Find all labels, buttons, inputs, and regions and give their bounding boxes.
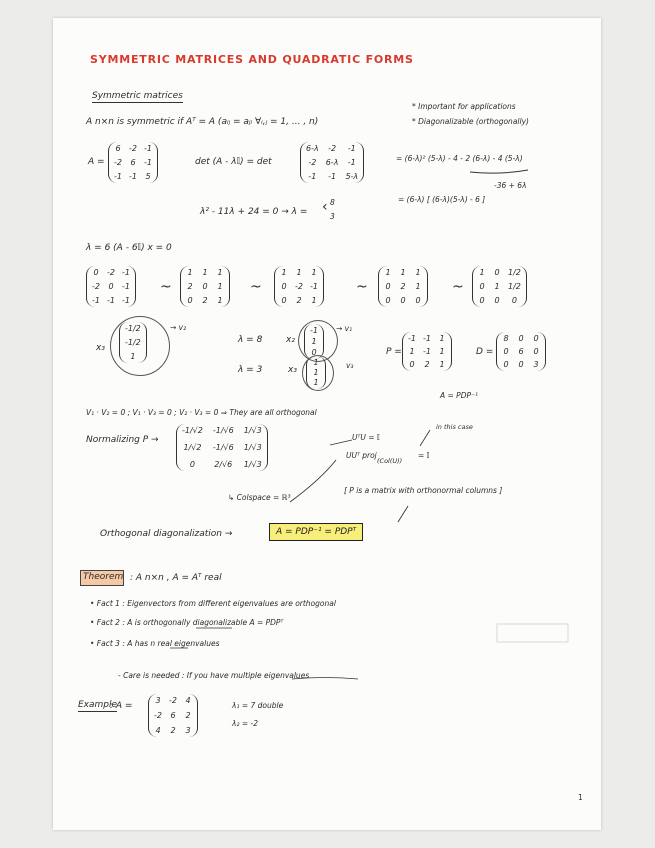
v2-label: → v₂	[170, 323, 187, 332]
matrix-cell: -1	[92, 296, 100, 305]
matrix-cell: 0	[518, 360, 524, 369]
matrix-cell: 2/√6	[214, 460, 233, 469]
matrix-cell: 0	[400, 296, 406, 305]
matrix-cell: 0	[479, 296, 485, 305]
lambda-8: 8	[330, 198, 335, 207]
matrix-cell: 1	[415, 268, 421, 277]
normalizing-label: Normalizing P →	[86, 435, 159, 445]
matrix-cell: 1/2	[508, 282, 521, 291]
x3b-vector	[306, 356, 326, 389]
example-lambda2: λ₂ = -2	[232, 719, 258, 728]
example-lambda1: λ₁ = 7 double	[232, 701, 284, 710]
lambda6-system: λ = 6 (A - 6𝕀) x = 0	[86, 243, 172, 253]
matrix-cell: 1	[313, 358, 319, 367]
matrix-cell: 1	[385, 268, 391, 277]
theorem-text: : A n×n , A = Aᵀ real	[130, 573, 222, 583]
matrix-cell: 4	[185, 696, 191, 705]
row-reduce-2	[180, 266, 230, 307]
matrix-cell: -2	[154, 711, 162, 720]
matrix-cell: 1	[415, 282, 421, 291]
matrix-cell: 1	[202, 268, 208, 277]
row-reduce-3	[274, 266, 324, 307]
lambda-3-label: λ = 3	[238, 365, 263, 375]
matrix-cell: 0	[494, 268, 500, 277]
fact-3: • Fact 3 : A has n real eigenvalues	[90, 639, 220, 648]
example-a-label: : A =	[110, 701, 133, 711]
x2-vector	[304, 324, 324, 359]
matrix-cell: 0	[202, 282, 208, 291]
matrix-cell: 1	[311, 268, 317, 277]
matrix-cell: -1	[328, 172, 337, 181]
matrix-cell: 6	[130, 158, 136, 167]
matrix-cell: -1	[308, 172, 317, 181]
matrix-cell: -1	[114, 172, 122, 181]
matrix-cell: 1/√3	[243, 426, 262, 435]
det-label: det (A - λ𝕀) = det	[195, 157, 272, 167]
note-applications: * Important for applications	[412, 102, 516, 111]
utu-identity: UᵀU = 𝕀	[352, 433, 380, 442]
theorem-label: Theorem	[83, 572, 124, 582]
matrix-cell: -2	[295, 282, 303, 291]
matrix-cell: -1/√2	[182, 426, 203, 435]
v3-label: v₃	[346, 361, 354, 370]
matrix-cell: -2	[129, 144, 137, 153]
matrix-cell: 6-λ	[325, 158, 339, 167]
matrix-cell: 6-λ	[306, 144, 319, 153]
section-heading: Symmetric matrices	[92, 91, 183, 101]
matrix-cell: 3	[185, 726, 191, 735]
matrix-cell: 0	[494, 296, 500, 305]
det-expansion: = (6-λ)² (5-λ) - 4 - 2 (6-λ) - 4 (5-λ)	[396, 154, 523, 163]
matrix-cell: 0	[189, 460, 195, 469]
matrix-cell: -1/2	[125, 324, 141, 333]
matrix-cell: 3	[533, 360, 539, 369]
matrix-cell: -1/√6	[212, 426, 234, 435]
orthogonality-line: V₁ · V₂ = 0 ; V₁ · V₃ = 0 ; V₂ · V₃ = 0 ⇒ They are all orthogonal	[86, 408, 317, 417]
matrix-cell: 1	[187, 268, 193, 277]
matrix-cell: -2	[114, 158, 122, 167]
matrix-cell: 0	[281, 282, 287, 291]
matrix-cell: 1	[217, 296, 223, 305]
matrix-cell: 1	[311, 337, 317, 346]
lambda-3: 3	[330, 212, 335, 221]
det-matrix	[300, 142, 364, 183]
matrix-cell: 1	[311, 296, 317, 305]
matrix-cell: 5-λ	[345, 172, 359, 181]
matrix-cell: 1/2	[508, 268, 521, 277]
matrix-cell: 0	[479, 282, 485, 291]
matrix-cell: 0	[503, 347, 509, 356]
tilde-1: ~	[160, 279, 172, 295]
example-label: Example	[78, 700, 118, 710]
det-factored: = (6-λ) [ (6-λ)(5-λ) - 6 ]	[398, 195, 486, 204]
orthonormal-note: [ P is a matrix with orthonormal columns ]	[344, 486, 503, 495]
matrix-cell: 1	[400, 268, 406, 277]
page-title: SYMMETRIC MATRICES AND QUADRATIC FORMS	[90, 53, 414, 66]
fact-2: • Fact 2 : A is orthogonally diagonalizable A = PDPᵀ	[90, 618, 284, 627]
p-label: P =	[386, 347, 402, 357]
matrix-cell: 1	[439, 334, 445, 343]
matrix-cell: 0	[511, 296, 517, 305]
matrix-a	[108, 142, 158, 183]
matrix-cell: 2	[202, 296, 208, 305]
orth-diag-label: Orthogonal diagonalization →	[100, 529, 233, 539]
matrix-cell: -1	[122, 282, 130, 291]
matrix-cell: 2	[185, 711, 191, 720]
x2-label: x₂	[286, 335, 295, 345]
note-diagonalizable: * Diagonalizable (orthogonally)	[412, 117, 529, 126]
matrix-cell: 0	[281, 296, 287, 305]
tilde-2: ~	[250, 279, 262, 295]
matrix-d	[496, 332, 546, 371]
matrix-cell: -2	[328, 144, 337, 153]
matrix-cell: 2	[424, 360, 430, 369]
x3-vector	[119, 322, 147, 363]
matrix-cell: -1	[122, 268, 130, 277]
page-number: 1	[578, 793, 583, 802]
matrix-cell: -1/√6	[212, 443, 234, 452]
matrix-cell: 0	[503, 360, 509, 369]
matrix-cell: 2	[187, 282, 193, 291]
matrix-cell: 0	[187, 296, 193, 305]
notebook-page	[53, 18, 601, 830]
matrix-cell: -2	[169, 696, 177, 705]
matrix-cell: 0	[108, 282, 114, 291]
matrix-cell: 1	[313, 378, 319, 387]
uut-identity: = 𝕀	[418, 451, 430, 460]
brace-icon: ‹	[322, 199, 328, 215]
matrix-cell: 4	[155, 726, 161, 735]
matrix-cell: 1	[296, 268, 302, 277]
matrix-cell: 6	[518, 347, 524, 356]
matrix-cell: 1/√2	[183, 443, 202, 452]
matrix-cell: -1	[310, 326, 318, 335]
matrix-cell: -2	[92, 282, 100, 291]
matrix-cell: 0	[533, 347, 539, 356]
matrix-cell: 0	[385, 296, 391, 305]
normalized-matrix	[176, 424, 268, 471]
matrix-cell: 1	[217, 268, 223, 277]
matrix-cell: -1	[423, 334, 431, 343]
tilde-4: ~	[452, 279, 464, 295]
v1-label: → v₁	[336, 324, 353, 333]
matrix-cell: 1	[494, 282, 500, 291]
matrix-cell: 1/√3	[243, 443, 262, 452]
quadratic-eq: λ² - 11λ + 24 = 0 → λ =	[200, 207, 308, 217]
matrix-cell: 1	[281, 268, 287, 277]
matrix-cell: 6	[115, 144, 121, 153]
definition-text: A n×n is symmetric if Aᵀ = A (aᵢⱼ = aⱼᵢ ∀ᵢ,ⱼ = 1, ... , n)	[86, 117, 319, 127]
matrix-cell: 0	[93, 268, 99, 277]
matrix-cell: -1	[129, 172, 137, 181]
d-label: D =	[476, 347, 494, 357]
x3b-label: x₃	[288, 365, 297, 375]
matrix-a-label: A =	[88, 157, 105, 167]
in-this-case-note: in this case	[436, 423, 473, 431]
matrix-cell: 1	[217, 282, 223, 291]
matrix-cell: -1	[347, 144, 356, 153]
matrix-cell: 5	[145, 172, 151, 181]
matrix-cell: 1	[479, 268, 485, 277]
matrix-cell: -2	[107, 268, 115, 277]
matrix-cell: -1/2	[125, 338, 141, 347]
matrix-cell: -1	[144, 144, 152, 153]
matrix-cell: 2	[170, 726, 176, 735]
matrix-cell: -1	[408, 334, 416, 343]
matrix-cell: -1	[122, 296, 130, 305]
matrix-p	[402, 332, 452, 371]
matrix-cell: 1	[130, 352, 136, 361]
fact-1: • Fact 1 : Eigenvectors from different eigenvalues are orthogonal	[90, 599, 336, 608]
row-reduce-5	[472, 266, 527, 307]
matrix-cell: 1/√3	[243, 460, 262, 469]
matrix-cell: 0	[311, 348, 317, 357]
matrix-cell: -1	[107, 296, 115, 305]
matrix-cell: 0	[518, 334, 524, 343]
matrix-cell: 3	[155, 696, 161, 705]
matrix-cell: 0	[385, 282, 391, 291]
matrix-cell: 0	[533, 334, 539, 343]
lambda-8-label: λ = 8	[238, 335, 263, 345]
matrix-cell: -1	[423, 347, 431, 356]
matrix-cell: -1	[347, 158, 356, 167]
care-note: - Care is needed : If you have multiple eigenvalues	[118, 671, 310, 680]
matrix-cell: 1	[409, 347, 415, 356]
row-reduce-4	[378, 266, 428, 307]
matrix-cell: 0	[415, 296, 421, 305]
matrix-cell: 2	[400, 282, 406, 291]
orth-diag-box: A = PDP⁻¹ = PDPᵀ	[269, 523, 363, 541]
matrix-cell: -2	[308, 158, 317, 167]
example-matrix	[148, 694, 198, 737]
row-reduce-1	[86, 266, 136, 307]
matrix-cell: -1	[144, 158, 152, 167]
matrix-cell: 8	[503, 334, 509, 343]
x3-label: x₃	[96, 343, 105, 353]
uut-proj-subscript: (Col(U))	[377, 457, 403, 465]
tilde-3: ~	[356, 279, 368, 295]
matrix-cell: 0	[409, 360, 415, 369]
uut-proj: UUᵀ proj	[346, 451, 377, 460]
matrix-cell: 6	[170, 711, 176, 720]
matrix-cell: 2	[296, 296, 302, 305]
matrix-cell: 1	[439, 347, 445, 356]
matrix-cell: 1	[439, 360, 445, 369]
matrix-cell: 1	[313, 368, 319, 377]
det-subterm: -36 + 6λ	[494, 181, 527, 190]
colspace-note: ↳ Colspace = ℝ³	[228, 493, 291, 502]
pdp-inverse: A = PDP⁻¹	[440, 391, 478, 400]
matrix-cell: -1	[310, 282, 318, 291]
